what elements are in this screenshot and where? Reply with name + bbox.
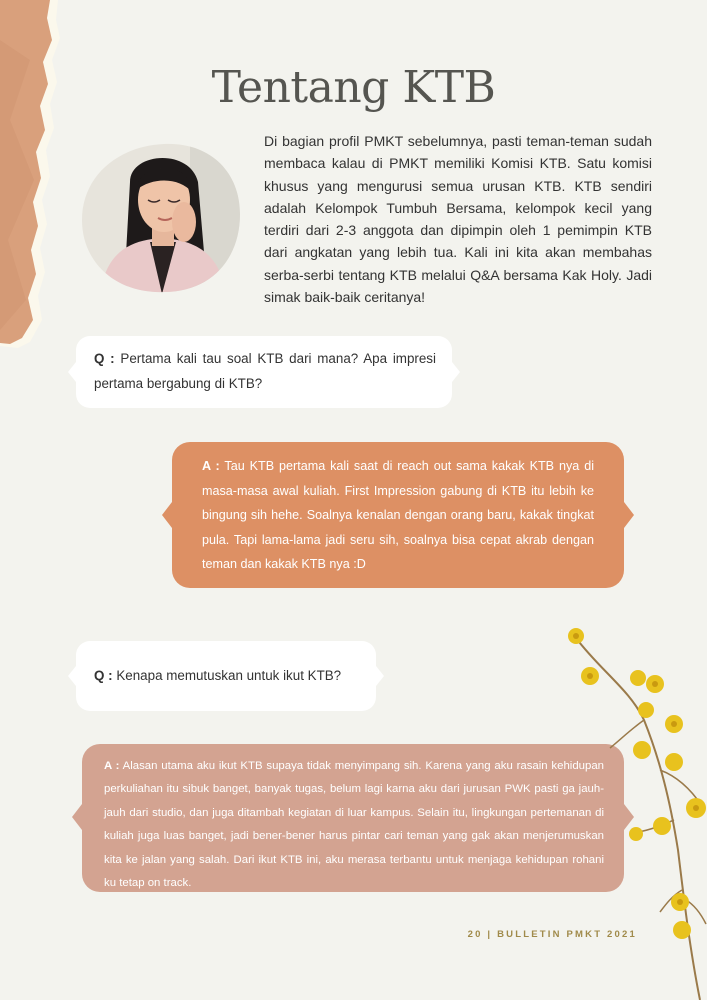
- answer-text: Alasan utama aku ikut KTB supaya tidak menyimpang sih. Karena yang aku rasain kehidupan perkuliahan itu sibuk banget, banyak tugas, belum lagi karna aku dari jurusan PWK pasti ga jauh-jauh dari studio, dan juga ditambah kegiatan di luar kampus. Selain itu, lingkungan pertemanan di kuliah juga luas banget, jadi bener-bener harus pintar cari teman yang gak akan menjerumuskan kita ke jalan yang salah. Dari ikut KTB ini, aku merasa terbantu untuk menjaga kehidupan rohani ku tetap on track.: [104, 760, 604, 890]
- page-footer: 20 | BULLETIN PMKT 2021: [467, 929, 637, 940]
- flower-branch-decoration: [540, 600, 707, 1000]
- bubble-tail: [162, 502, 172, 528]
- intro-paragraph: Di bagian profil PMKT sebelumnya, pasti teman-teman sudah membaca kalau di PMKT memiliki Komisi KTB. Satu komisi khusus yang mengurusi semua urusan KTB. KTB sendiri adalah Kelompok Tumbuh Bersama, kelompok kecil yang terdiri dari 2-3 anggota dan dipimpin oleh 1 pemimpin KTB dari angkatan yang lebih tua. Kali ini kita akan membahas serba-serbi tentang KTB melalui Q&A bersama Kak Holy. Jadi simak baik-baik ceritanya!: [264, 133, 652, 306]
- question-label: Q :: [94, 351, 115, 366]
- question-bubble-1: [76, 336, 452, 408]
- question-text: Pertama kali tau soal KTB dari mana? Apa impresi pertama bergabung di KTB?: [94, 351, 436, 391]
- bubble-tail: [72, 804, 82, 830]
- bubble-tail: [68, 362, 76, 382]
- profile-photo: [80, 142, 242, 294]
- question-text: Kenapa memutuskan untuk ikut KTB?: [116, 668, 342, 683]
- bubble-tail: [376, 666, 384, 686]
- bubble-tail: [68, 666, 76, 686]
- answer-label: A :: [104, 760, 120, 772]
- page-title: Tentang KTB: [211, 62, 496, 113]
- torn-paper-decoration: [0, 0, 70, 350]
- question-bubble-2: [76, 641, 376, 711]
- bubble-tail: [624, 502, 634, 528]
- question-label: Q :: [94, 668, 113, 683]
- bubble-tail: [452, 362, 460, 382]
- answer-bubble-1: [172, 442, 624, 588]
- answer-text: Tau KTB pertama kali saat di reach out sama kakak KTB nya di masa-masa awal kuliah. First Impression gabung di KTB itu lebih ke bingung sih hehe. Soalnya kenalan dengan orang baru, kakak tingkat pula. Tapi lama-lama jadi seru sih, soalnya bisa cepat akrab dengan teman dan kakak KTB nya :D: [202, 459, 594, 572]
- answer-label: A :: [202, 459, 220, 473]
